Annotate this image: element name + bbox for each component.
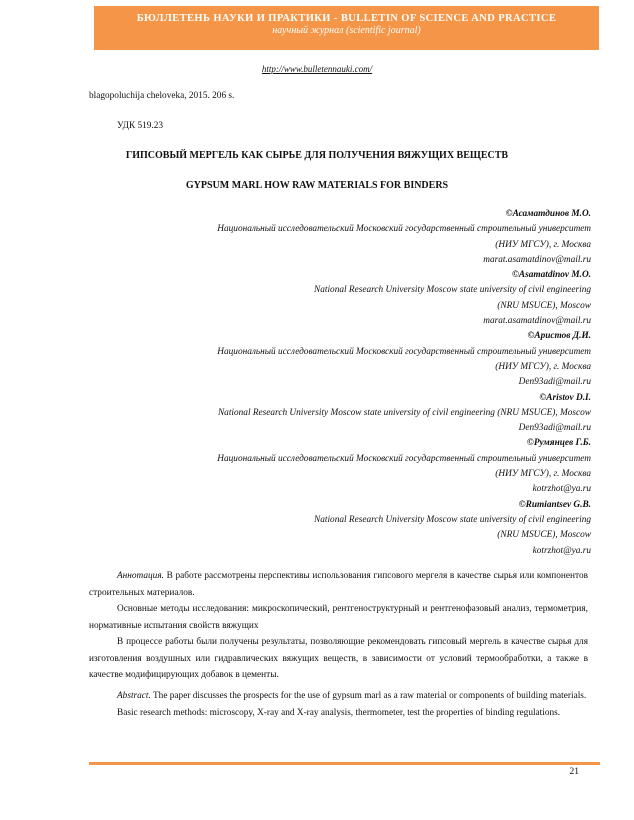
author-name: ©Aristov D.I. [539, 392, 591, 403]
page-number: 21 [569, 767, 579, 777]
author-affiliation: (NRU MSUCE), Moscow [497, 530, 591, 541]
author-email[interactable]: kotrzhot@ya.ru [532, 545, 591, 556]
journal-title: БЮЛЛЕТЕНЬ НАУКИ И ПРАКТИКИ - BULLETIN OF SCIENCE AND PRACTICE [136, 13, 557, 24]
author-email[interactable]: marat.asamatdinov@mail.ru [483, 254, 591, 265]
author-affiliation: Национальный исследовательский Московский государственный строительный университет [217, 453, 591, 464]
journal-subtitle: научный журнал (scientific journal) [272, 25, 421, 36]
abstract-en-paragraph [89, 688, 588, 705]
abstract-ru-label: Аннотация. [117, 571, 164, 581]
journal-url-link[interactable]: http://www.bulletennauki.com/ [261, 64, 373, 74]
author-name: ©Rumiantsev G.B. [518, 499, 591, 510]
abstract-ru-results: В процессе работы были получены результаты, позволяющие рекомендовать гипсовый мергель в качестве сырья для изготовления воздушных или гидравлических вяжущих веществ, в зависимости от условий термообработки, а также в качестве модифицирующих добавок в цементы. [89, 637, 588, 680]
author-affiliation: Национальный исследовательский Московский государственный строительный университет [217, 346, 591, 357]
author-name: ©Румянцев Г.Б. [526, 438, 591, 449]
abstract-en-text: The paper discusses the prospects for the use of gypsum marl as a raw material or components of building materials. [150, 691, 587, 701]
author-affiliation: Национальный исследовательский Московский государственный строительный университет [217, 224, 591, 235]
author-affiliation: National Research University Moscow state university of civil engineering [314, 285, 591, 296]
abstract-ru [89, 568, 588, 684]
author-name: ©Асаматдинов М.О. [505, 209, 591, 219]
abstract-en [89, 688, 588, 721]
abstract-ru-paragraph [89, 568, 588, 601]
footer-divider [89, 762, 600, 765]
author-affiliation: (НИУ МГСУ), г. Москва [495, 361, 591, 372]
abstract-en-label: Abstract. [117, 691, 151, 701]
abstract-en-methods: Basic research methods: microscopy, X-ray and X-ray analysis, thermometer, test the properties of binding regulations. [117, 707, 561, 718]
reference-tail: blagopoluchija cheloveka, 2015. 206 s. [89, 91, 235, 101]
author-block [217, 207, 591, 559]
author-email[interactable]: marat.asamatdinov@mail.ru [483, 316, 591, 327]
author-affiliation: National Research University Moscow state university of civil engineering [314, 514, 591, 525]
author-affiliation: National Research University Moscow state university of civil engineering (NRU MSUCE), Moscow [217, 407, 591, 418]
article-title-en: GYPSUM MARL HOW RAW MATERIALS FOR BINDERS [185, 180, 449, 191]
author-affiliation: (НИУ МГСУ), г. Москва [495, 469, 591, 480]
udc-code: УДК 519.23 [117, 121, 164, 131]
article-title-ru: ГИПСОВЫЙ МЕРГЕЛЬ КАК СЫРЬЕ ДЛЯ ПОЛУЧЕНИЯ ВЯЖУЩИХ ВЕЩЕСТВ [125, 150, 509, 161]
author-affiliation: (НИУ МГСУ), г. Москва [495, 239, 591, 250]
author-affiliation: (NRU MSUCE), Moscow [497, 300, 591, 311]
author-email[interactable]: Den93adi@mail.ru [518, 377, 591, 388]
abstract-ru-text: В работе рассмотрены перспективы использования гипсового мергеля в качестве сырья или компонентов строительных материалов. [89, 571, 588, 598]
journal-header-banner [94, 6, 599, 50]
author-email[interactable]: Den93adi@mail.ru [518, 423, 591, 434]
abstract-ru-methods: Основные методы исследования: микроскопический, рентгеноструктурный и рентгенофазовый анализ, термометрия, нормативные испытания свойств вяжущих [89, 604, 588, 631]
author-name: ©Аристов Д.И. [527, 331, 591, 342]
author-name: ©Asamatdinov M.O. [511, 270, 591, 281]
author-email[interactable]: kotrzhot@ya.ru [532, 484, 591, 495]
